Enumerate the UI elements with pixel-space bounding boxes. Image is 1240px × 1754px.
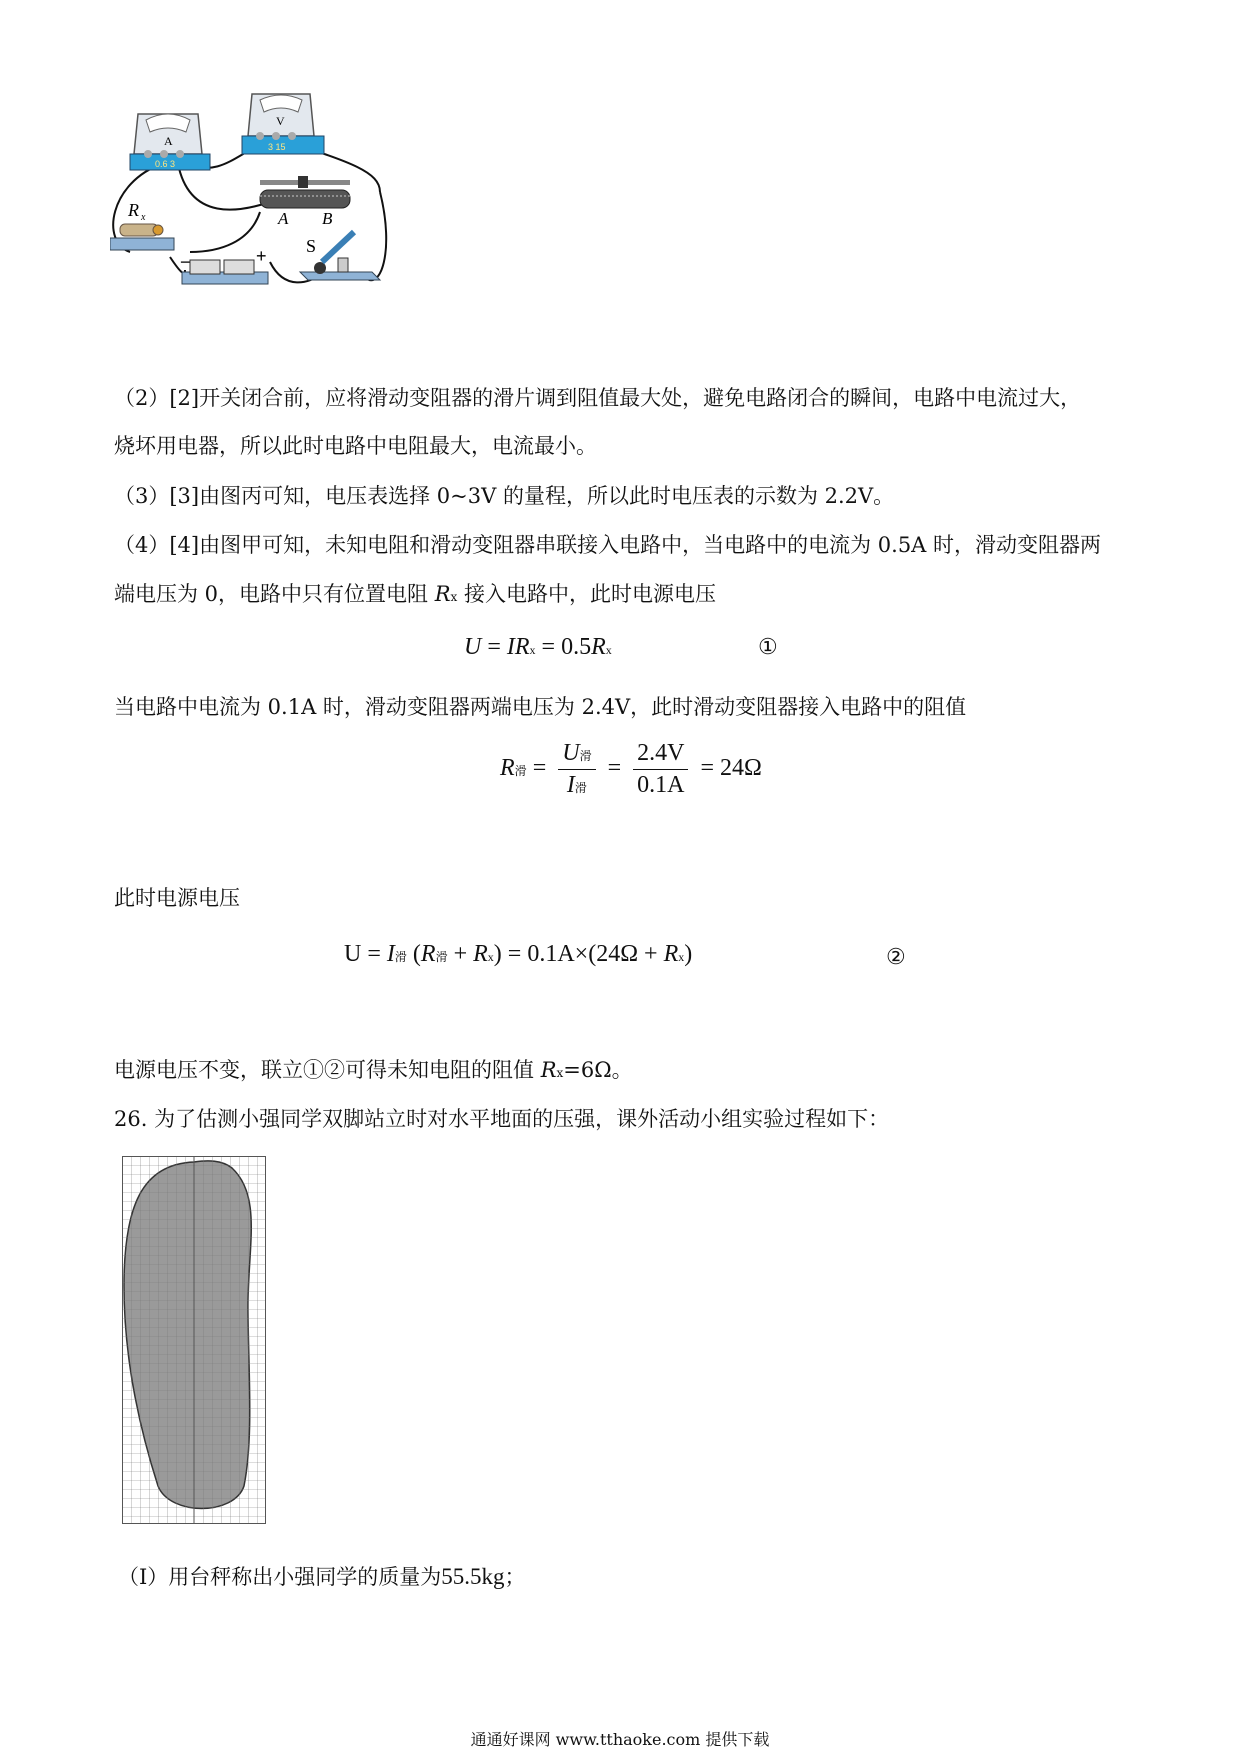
rheostat xyxy=(260,176,350,228)
equation-3: U = I滑 (R滑 + Rx) = 0.1A×(24Ω + Rx) xyxy=(344,941,693,967)
equation-3-marker: ② xyxy=(886,945,906,970)
paragraph-7: 电源电压不变，联立①②可得未知电阻的阻值 Rx=6Ω。 xyxy=(114,1058,633,1082)
paragraph-4-line-2: 端电压为 0，电路中只有位置电阻 Rx 接入电路中，此时电源电压 xyxy=(114,582,716,606)
page-footer: 通通好课网 www.tthaoke.com 提供下载 xyxy=(470,1730,770,1749)
switch-label: S xyxy=(306,236,317,256)
equation-1-marker: ① xyxy=(758,635,778,660)
battery-minus: − xyxy=(180,252,191,272)
rheostat-terminal-b: B xyxy=(322,209,333,228)
rheostat-terminal-a: A xyxy=(278,209,289,228)
voltmeter-scale: 3 15 xyxy=(268,142,286,152)
ammeter-scale: 0.6 3 xyxy=(155,159,176,169)
step-1: （I）用台秤称出小强同学的质量为55.5kg； xyxy=(118,1564,526,1589)
paragraph-4-line-1: （4）[4]由图甲可知，未知电阻和滑动变阻器串联接入电路中，当电路中的电流为 0.5A 时，滑动变阻器两 xyxy=(114,533,1102,557)
battery-plus: + xyxy=(256,246,267,266)
footprint-grid-figure xyxy=(122,1156,266,1524)
paragraph-3: （3）[3]由图丙可知，电压表选择 0~3V 的量程，所以此时电压表的示数为 2.2V。 xyxy=(114,484,895,508)
switch xyxy=(300,232,380,280)
rx-sub: x xyxy=(141,212,146,223)
paragraph-2-line-1: （2）[2]开关闭合前，应将滑动变阻器的滑片调到阻值最大处，避免电路闭合的瞬间，电路中电流过大， xyxy=(114,386,1082,410)
paragraph-2-line-2: 烧坏用电器，所以此时电路中电阻最大，电流最小。 xyxy=(114,434,597,458)
resistor-rx xyxy=(110,200,174,250)
equation-1: U = IRx = 0.5Rx xyxy=(464,634,612,660)
paragraph-5: 当电路中电流为 0.1A 时，滑动变阻器两端电压为 2.4V，此时滑动变阻器接入电路中的阻值 xyxy=(114,695,967,719)
question-26: 26. 为了估测小强同学双脚站立时对水平地面的压强，课外活动小组实验过程如下： xyxy=(114,1107,890,1131)
ammeter xyxy=(130,114,210,170)
voltmeter-letter: V xyxy=(276,114,285,128)
paragraph-6: 此时电源电压 xyxy=(114,886,240,910)
rx-label: R xyxy=(128,200,139,220)
equation-2: R滑 = $\frac{\text{U滑}}{\text{I滑}}$ = $\frac{2.4V}{0.1A}$ = 24Ω xyxy=(500,740,762,798)
ammeter-letter: A xyxy=(164,134,173,148)
circuit-diagram xyxy=(110,92,430,328)
voltmeter xyxy=(242,94,324,154)
